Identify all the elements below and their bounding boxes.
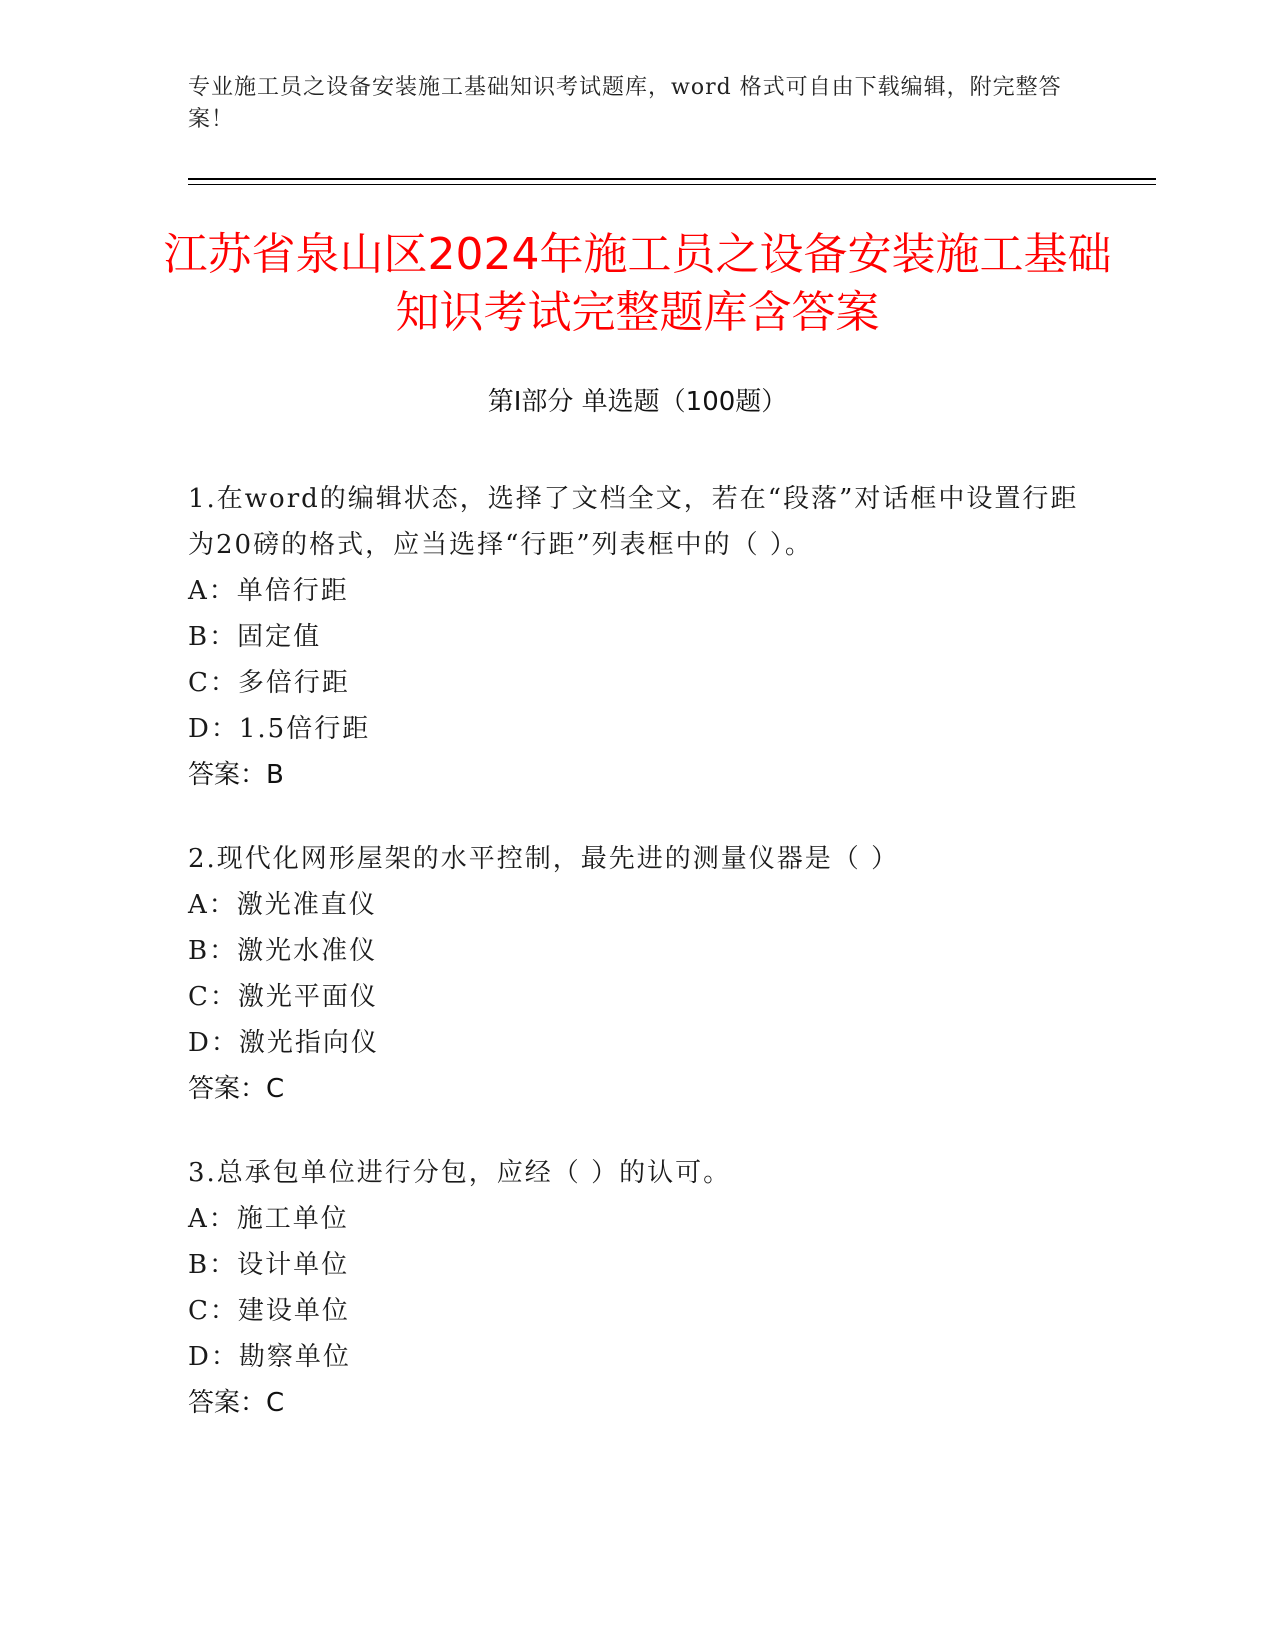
question-3	[188, 1150, 1088, 1426]
answer: 答案：C	[188, 1074, 285, 1104]
question-1	[188, 476, 1088, 798]
option-c: C：建设单位	[188, 1296, 350, 1326]
option-a: A：单倍行距	[188, 576, 349, 606]
option-d: D：1.5倍行距	[188, 714, 371, 744]
answer: 答案：B	[188, 760, 284, 790]
question-stem: 3.总承包单位进行分包，应经（ ）的认可。	[188, 1158, 732, 1188]
option-a: A：施工单位	[188, 1204, 349, 1234]
answer: 答案：C	[188, 1388, 285, 1418]
section-heading: 第Ⅰ部分 单选题（100题）	[487, 387, 788, 417]
option-c: C：多倍行距	[188, 668, 350, 698]
option-c: C：激光平面仪	[188, 982, 378, 1012]
header-note: 专业施工员之设备安装施工基础知识考试题库，word 格式可自由下载编辑，附完整答案！	[188, 75, 1062, 132]
option-b: B：固定值	[188, 622, 322, 652]
option-d: D：勘察单位	[188, 1342, 351, 1372]
question-list	[188, 476, 1088, 1464]
question-2	[188, 836, 1088, 1112]
option-b: B：激光水准仪	[188, 936, 378, 966]
option-d: D：激光指向仪	[188, 1028, 379, 1058]
header-divider-thin	[188, 184, 1156, 185]
document-title: 江苏省泉山区2024年施工员之设备安装施工基础知识考试完整题库含答案	[163, 229, 1112, 338]
question-stem: 1.在word的编辑状态，选择了文档全文，若在“段落”对话框中设置行距为20磅的格式，应当选择“行距”列表框中的（ ）。	[188, 484, 1079, 560]
option-a: A：激光准直仪	[188, 890, 377, 920]
question-stem: 2.现代化网形屋架的水平控制，最先进的测量仪器是（ ）	[188, 844, 900, 874]
option-b: B：设计单位	[188, 1250, 350, 1280]
header-divider-thick	[188, 178, 1156, 180]
